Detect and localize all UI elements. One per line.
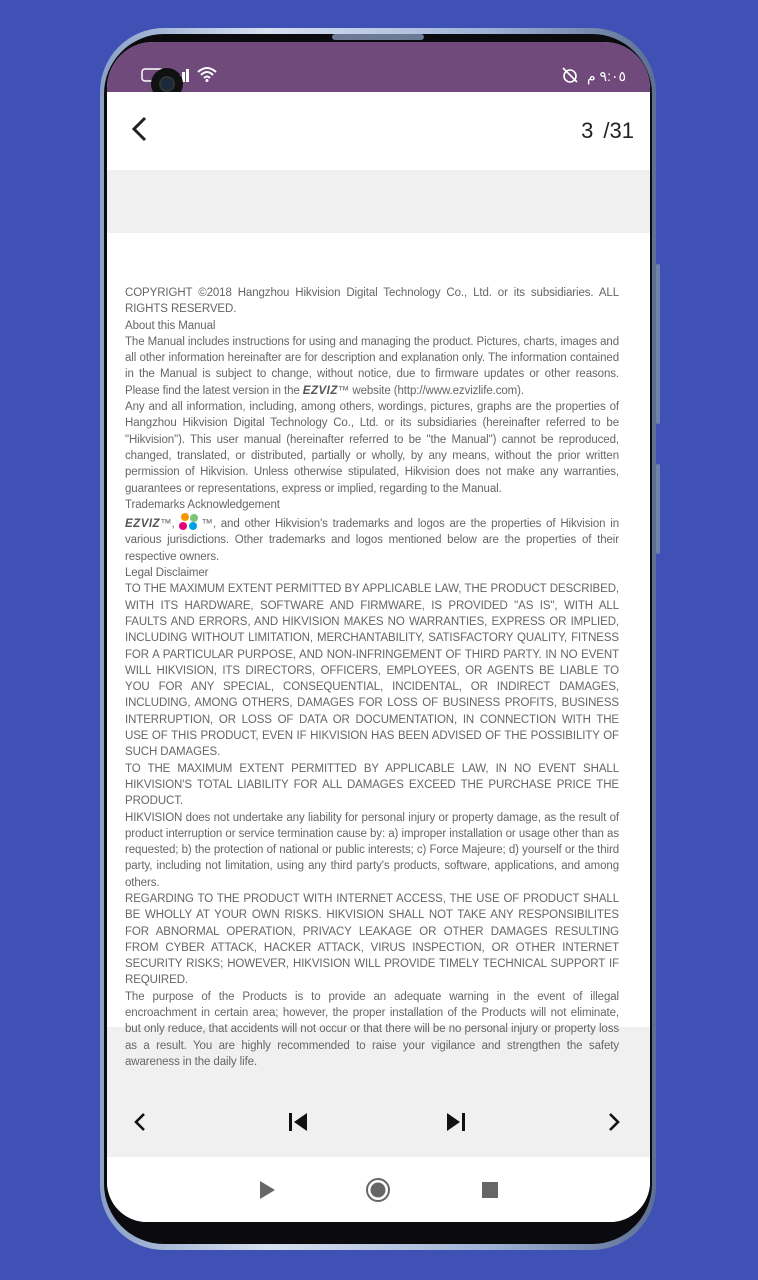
legal-paragraph-1: TO THE MAXIMUM EXTENT PERMITTED BY APPLICABLE LAW, THE PRODUCT DESCRIBED, WITH ITS HARDWARE, SOFTWARE AND FIRMWARE, IS PROVIDED "AS IS", WITH ALL FAULTS AND ERRORS, AND HIKVISION MAKES NO WARRANTIES, EXPRESS OR IMPLIED, INCLUDING WITHOUT LIMITATION, MERCHANTABILITY, SATISFACTORY QUALITY, FITNESS FOR A PARTICULAR PURPOSE, AND NON-INFRINGEMENT OF THIRD PARTY. IN NO EVENT WILL HIKVISION, ITS DIRECTORS, OFFICERS, EMPLOYEES, OR AGENTS BE LIABLE TO YOU FOR ANY SPECIAL, CONSEQUENTIAL, INCIDENTAL, OR INDIRECT DAMAGES, INCLUDING, AMONG OTHERS, DAMAGES FOR LOSS OF BUSINESS PROFITS, BUSINESS INTERRUPTION, OR LOSS OF DATA OR DOCUMENTATION, IN CONNECTION WITH THE USE OF THIS PRODUCT, EVEN IF HIKVISION HAS BEEN ADVISED OF THE POSSIBILITY OF SUCH DAMAGES. bbox=[125, 583, 619, 759]
chevron-left-icon bbox=[125, 114, 155, 144]
page-gap-top bbox=[107, 170, 650, 233]
skip-next-icon bbox=[441, 1107, 471, 1137]
about-paragraph bbox=[125, 334, 619, 399]
system-home-button[interactable] bbox=[365, 1177, 391, 1203]
page-navigation-bar bbox=[107, 1097, 650, 1147]
legal-paragraph-2: TO THE MAXIMUM EXTENT PERMITTED BY APPLICABLE LAW, IN NO EVENT SHALL HIKVISION'S TOTAL LIABILITY FOR ALL DAMAGES EXCEED THE PURCHASE PRICE THE PRODUCT. bbox=[125, 762, 619, 808]
phone-screen bbox=[107, 42, 650, 1222]
legal-heading: Legal Disclaimer bbox=[125, 567, 209, 580]
system-back-button[interactable] bbox=[254, 1177, 280, 1203]
current-page: 3 bbox=[581, 118, 594, 143]
last-page-button[interactable] bbox=[441, 1107, 471, 1137]
status-right bbox=[561, 66, 626, 87]
trademarks-heading: Trademarks Acknowledgement bbox=[125, 498, 280, 511]
chevron-left-icon bbox=[125, 1107, 155, 1137]
ezviz-logo: EZVIZ bbox=[302, 384, 338, 397]
system-recents-button[interactable] bbox=[477, 1177, 503, 1203]
back-button[interactable] bbox=[125, 114, 155, 144]
system-navigation-bar bbox=[107, 1157, 650, 1222]
trademarks-paragraph: EZVIZ™, ™, and other Hikvision's trademarks and logos are the properties of Hikvision in various jurisdictions. Other trademarks and logos mentioned below are the properties of their respective owners. bbox=[125, 513, 619, 565]
about-text-2: ™ website (http://www.ezvizlife.com). bbox=[337, 384, 524, 397]
legal-paragraph-3: HIKVISION does not undertake any liability for personal injury or property damage, as the result of product interruption or service termination cause by: a) improper installation or usage other than as requested; b) the protection of national or public interests; c) Force Majeure; d) yourself or the third party, including not limitation, using any third party's products, software, applications, and among others. bbox=[125, 811, 619, 889]
ezviz-flower-logo bbox=[179, 513, 201, 531]
next-page-button[interactable] bbox=[599, 1107, 629, 1137]
info-paragraph: Any and all information, including, among others, wordings, pictures, graphs are the properties of Hangzhou Hikvision Digital Technology Co., Ltd. or its subsidiaries (hereinafter referred to be "Hikvision"). This user manual (hereinafter referred to be "the Manual") cannot be reproduced, changed, translated, or distributed, partially or wholly, by any means, without the prior written permission of Hikvision. Unless otherwise stipulated, Hikvision does not make any warranties, guarantees or representations, express or implied, regarding to the Manual. bbox=[125, 401, 619, 495]
pdf-page[interactable] bbox=[107, 233, 650, 1068]
page-indicator bbox=[581, 118, 634, 144]
legal-paragraph-4: REGARDING TO THE PRODUCT WITH INTERNET ACCESS, THE USE OF PRODUCT SHALL BE WHOLLY AT YOUR OWN RISKS. HIKVISION SHALL NOT TAKE ANY RESPONSIBILITES FOR ABNORMAL OPERATION, PRIVACY LEAKAGE OR OTHER DAMAGES RESULTING FROM CYBER ATTACK, HACKER ATTACK, VIRUS INSPECTION, OR OTHER INTERNET SECURITY RISKS; HOWEVER, HIKVISION WILL PROVIDE TIMELY TECHNICAL SUPPORT IF REQUIRED. bbox=[125, 892, 619, 987]
power-button bbox=[656, 464, 660, 554]
first-page-button[interactable] bbox=[283, 1107, 313, 1137]
about-heading: About this Manual bbox=[125, 319, 216, 332]
status-time: ٩:٠٥ م bbox=[586, 68, 626, 84]
alarm-off-icon bbox=[561, 66, 579, 87]
pdf-page-content bbox=[125, 285, 619, 1070]
about-text-1: The Manual includes instructions for using and managing the product. Pictures, charts, images and all other information hereinafter are for description and explanation only. The information contained in the Manual is subject to change, without notice, due to firmware updates or other reasons. Please find the latest version in the bbox=[125, 335, 619, 397]
chevron-right-icon bbox=[599, 1107, 629, 1137]
trademarks-text: ™, and other Hikvision's trademarks and logos are the properties of Hikvision in various jurisdictions. Other trademarks and logos mentioned below are the properties of their respective owners. bbox=[125, 518, 620, 563]
total-pages: /31 bbox=[603, 118, 634, 143]
volume-button bbox=[656, 264, 660, 424]
wifi-icon bbox=[197, 66, 217, 87]
triangle-back-icon bbox=[254, 1177, 280, 1203]
ezviz-logo-inline: EZVIZ bbox=[125, 518, 161, 531]
square-recents-icon bbox=[477, 1177, 503, 1203]
previous-page-button[interactable] bbox=[125, 1107, 155, 1137]
circle-home-icon bbox=[365, 1177, 391, 1203]
app-toolbar bbox=[107, 92, 650, 170]
phone-speaker bbox=[332, 34, 424, 40]
status-bar bbox=[107, 42, 650, 92]
copyright-text: COPYRIGHT ©2018 Hangzhou Hikvision Digital Technology Co., Ltd. or its subsidiaries. ALL RIGHTS RESERVED. bbox=[125, 287, 619, 316]
legal-paragraph-5: The purpose of the Products is to provide an adequate warning in the event of illegal encroachment in certain area; however, the proper installation of the Products will not eliminate, but only reduce, that accidents will not occur or that there will be no personal injury or property loss as a result. You are highly recommended to raise your vigilance and strengthen the safety awareness in the daily life. bbox=[125, 990, 619, 1068]
skip-previous-icon bbox=[283, 1107, 313, 1137]
